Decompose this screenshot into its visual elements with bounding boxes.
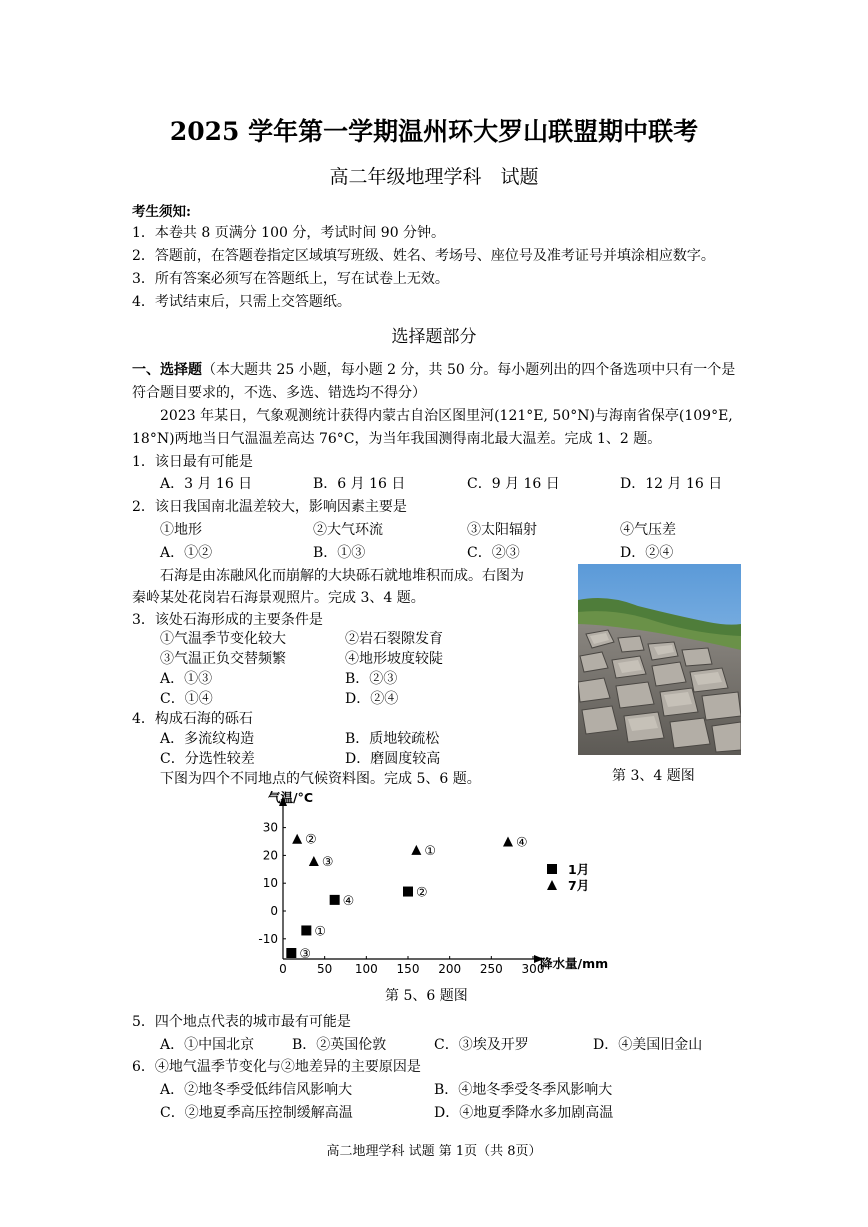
- page-footer: 高二地理学科 试题 第 1页（共 8页）: [326, 1144, 542, 1159]
- q5-option-b: B．②英国伦敦: [292, 1037, 387, 1053]
- q2-stem: 2．该日我国南北温差较大，影响因素主要是: [132, 499, 407, 515]
- q2-item: ②大气环流: [313, 522, 383, 538]
- q3-stem: 3．该处石海形成的主要条件是: [132, 612, 323, 628]
- data-point-january: [330, 895, 340, 905]
- x-axis-label: 降水量/mm: [540, 956, 609, 971]
- y-tick-label: 20: [262, 848, 278, 863]
- q6-stem: 6．④地气温季节变化与②地差异的主要原因是: [132, 1059, 421, 1075]
- q6-option-d: D．④地夏季降水多加剧高温: [434, 1105, 614, 1121]
- data-point-label: ①: [314, 924, 326, 940]
- data-point-july: [503, 837, 513, 847]
- q4-option-c: C．分选性较差: [160, 751, 255, 767]
- exam-title: 2025 学年第一学期温州环大罗山联盟期中联考: [169, 117, 699, 146]
- q4-option-a: A．多流纹构造: [160, 731, 255, 747]
- q2-option-a: A．①②: [160, 545, 213, 561]
- q4-option-d: D．磨圆度较高: [345, 751, 441, 767]
- data-point-july: [309, 856, 319, 866]
- part-intro-text: （本大题共 25 小题，每小题 2 分，共 50 分。每小题列出的四个备选项中只有一个是: [202, 362, 736, 378]
- q3-item: ④地形坡度较陡: [345, 651, 443, 667]
- section-title: 选择题部分: [391, 327, 477, 347]
- y-tick-label: 30: [262, 820, 278, 835]
- notice-heading: 考生须知:: [132, 204, 191, 220]
- q3-item: ①气温季节变化较大: [160, 631, 286, 647]
- q6-option-a: A．②地冬季受低纬信风影响大: [160, 1082, 353, 1098]
- data-point-january: [286, 948, 296, 958]
- q3-option-d: D．②④: [345, 691, 399, 707]
- legend-january-label: 1月: [568, 862, 590, 877]
- data-point-label: ④: [342, 893, 355, 909]
- x-tick-label: 300: [521, 962, 545, 976]
- x-tick-label: 100: [354, 962, 378, 976]
- data-point-label: ③: [321, 854, 334, 870]
- x-tick-label: 0: [279, 962, 287, 976]
- x-tick-label: 150: [396, 962, 420, 976]
- q5-stem: 5．四个地点代表的城市最有可能是: [132, 1014, 351, 1030]
- q3-item: ②岩石裂隙发育: [345, 631, 443, 647]
- x-tick-label: 250: [479, 962, 503, 976]
- q4-option-b: B．质地较疏松: [345, 731, 440, 747]
- q4-stem: 4．构成石海的砾石: [132, 711, 253, 727]
- legend-january-marker: [547, 864, 557, 874]
- legend-july-marker: [547, 880, 557, 890]
- y-tick-label: 10: [262, 876, 278, 891]
- y-tick-label: -10: [258, 931, 278, 946]
- q2-option-c: C．②③: [467, 545, 520, 561]
- part-label: 一、选择题: [132, 362, 202, 378]
- y-axis-label: 气温/°C: [268, 790, 313, 805]
- passage-3: 下图为四个不同地点的气候资料图。完成 5、6 题。: [160, 771, 481, 787]
- data-point-label: ②: [416, 885, 428, 901]
- passage-1-line2: 18°N)两地当日气温温差高达 76°C，为当年我国测得南北最大温差。完成 1、2 题。: [132, 431, 662, 447]
- notice-item: 1．本卷共 8 页满分 100 分，考试时间 90 分钟。: [132, 225, 446, 241]
- passage-2-line2: 秦岭某处花岗岩石海景观照片。完成 3、4 题。: [132, 590, 425, 606]
- chart-caption: 第 5、6 题图: [385, 988, 468, 1004]
- q2-option-d: D．②④: [620, 545, 674, 561]
- part-intro-line2: 符合题目要求的，不选、多选、错选均不得分）: [132, 385, 426, 401]
- x-tick-label: 50: [317, 962, 333, 976]
- data-point-label: ③: [299, 947, 311, 962]
- q3-item: ③气温正负交替频繁: [160, 651, 286, 667]
- q1-option-c: C．9 月 16 日: [467, 476, 560, 492]
- photo-caption: 第 3、4 题图: [612, 768, 695, 784]
- notice-item: 3．所有答案必须写在答题纸上，写在试卷上无效。: [132, 271, 449, 287]
- q3-option-c: C．①④: [160, 691, 213, 707]
- x-tick-label: 200: [438, 962, 462, 976]
- legend-july-label: 7月: [568, 878, 590, 893]
- passage-1-line1: 2023 年某日，气象观测统计获得内蒙古自治区图里河(121°E, 50°N)与海南省保亭(109°E,: [160, 408, 733, 424]
- data-point-july: [292, 834, 302, 844]
- q3-option-a: A．①③: [160, 671, 213, 687]
- q6-option-b: B．④地冬季受冬季风影响大: [434, 1082, 613, 1098]
- q5-option-d: D．④美国旧金山: [593, 1037, 703, 1053]
- q2-item: ④气压差: [620, 522, 676, 538]
- q2-item: ③太阳辐射: [467, 522, 537, 538]
- q2-item: ①地形: [160, 522, 202, 538]
- q1-option-b: B．6 月 16 日: [313, 476, 406, 492]
- q6-option-c: C．②地夏季高压控制缓解高温: [160, 1105, 353, 1121]
- data-point-january: [403, 887, 413, 897]
- q1-option-d: D．12 月 16 日: [620, 476, 723, 492]
- data-point-label: ①: [424, 843, 436, 859]
- part-intro: [132, 359, 735, 379]
- q3-option-b: B．②③: [345, 671, 398, 687]
- data-point-july: [411, 845, 421, 855]
- passage-2-line1: 石海是由冻融风化而崩解的大块砾石就地堆积而成。右图为: [160, 568, 524, 584]
- stone-sea-photo: [578, 564, 741, 755]
- q5-option-c: C．③埃及开罗: [434, 1037, 529, 1053]
- exam-subtitle: 高二年级地理学科 试题: [329, 166, 539, 188]
- q1-option-a: A．3 月 16 日: [160, 476, 253, 492]
- climate-chart: [250, 788, 620, 988]
- q5-option-a: A．①中国北京: [160, 1037, 255, 1053]
- data-point-january: [301, 925, 311, 935]
- notice-item: 4．考试结束后，只需上交答题纸。: [132, 294, 351, 310]
- data-point-label: ④: [516, 835, 528, 851]
- q1-stem: 1．该日最有可能是: [132, 454, 253, 470]
- data-point-label: ②: [305, 832, 317, 848]
- y-tick-label: 0: [270, 904, 278, 918]
- notice-item: 2．答题前，在答题卷指定区域填写班级、姓名、考场号、座位号及准考证号并填涂相应数字。: [132, 248, 715, 264]
- q2-option-b: B．①③: [313, 545, 366, 561]
